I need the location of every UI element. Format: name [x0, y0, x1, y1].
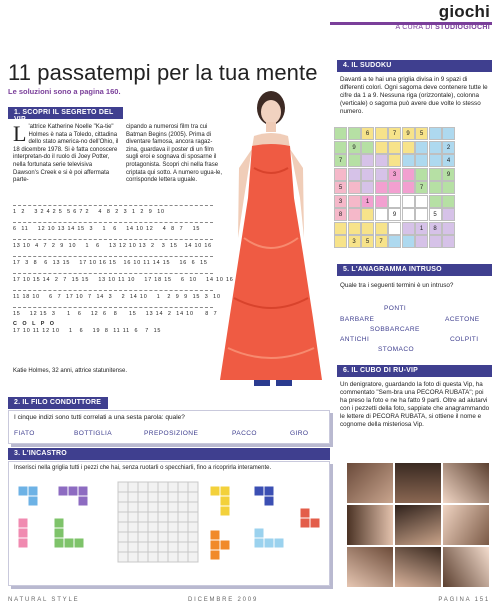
sudoku-cell[interactable] — [375, 154, 388, 167]
sudoku-cell[interactable] — [402, 235, 415, 248]
sudoku-cell[interactable] — [375, 222, 388, 235]
sudoku-cell[interactable] — [375, 127, 388, 140]
sudoku-cell[interactable] — [415, 154, 428, 167]
clue-word: PACCO — [232, 430, 257, 437]
sudoku-cell[interactable]: 4 — [442, 154, 455, 167]
sudoku-cell[interactable] — [361, 208, 374, 221]
sudoku-cell[interactable] — [415, 141, 428, 154]
anagram-word: PONTI — [384, 305, 407, 312]
sudoku-cell[interactable] — [388, 181, 401, 194]
sudoku-cell[interactable] — [348, 222, 361, 235]
actress-photo — [214, 88, 326, 390]
ruvip-cube — [346, 462, 490, 588]
sudoku-cell[interactable]: 5 — [429, 208, 442, 221]
answer-line — [13, 290, 213, 291]
sudoku-cell[interactable] — [402, 154, 415, 167]
sudoku-cell[interactable] — [429, 141, 442, 154]
sudoku-cell[interactable]: 9 — [402, 127, 415, 140]
anagram-word: STOMACO — [378, 346, 415, 353]
sudoku-cell[interactable] — [375, 141, 388, 154]
answer-line — [13, 239, 213, 240]
credit-prefix: A CURA DI — [395, 24, 433, 31]
sudoku-cell[interactable] — [415, 168, 428, 181]
sudoku-cell[interactable]: 1 — [361, 195, 374, 208]
cubo-heading: 6. IL CUBO DI RU-VIP — [337, 365, 492, 377]
sudoku-cell[interactable]: 3 — [388, 168, 401, 181]
vip-text-col1 — [13, 121, 119, 185]
sudoku-cell[interactable]: 9 — [442, 168, 455, 181]
filo-heading: 2. IL FILO CONDUTTORE — [8, 397, 108, 409]
sudoku-cell[interactable] — [442, 208, 455, 221]
cipher-row: 13 10 4 7 2 9 10 1 6 13 12 10 13 2 3 15 14 10 16 — [13, 243, 212, 249]
sudoku-text: Davanti a te hai una griglia divisa in 9 spazi di differenti colori. Ogni sagoma deve contenere tutte le cifre da 1 a 9. Nessuna riga (orizzontale), colonna (verticale) o sagoma può avere due volte lo stesso numero. — [340, 76, 488, 115]
sudoku-cell[interactable] — [334, 127, 347, 140]
footer — [0, 597, 500, 609]
incastro-text: Inserisci nella griglia tutti i pezzi che hai, senza ruotarli o specchiarli, fino a ricoprirla interamente. — [14, 465, 272, 471]
footer-date: DICEMBRE 2009 — [188, 597, 259, 603]
cipher-puzzle — [13, 205, 234, 334]
sudoku-cell[interactable] — [415, 195, 428, 208]
anagram-word: ANTICHI — [340, 336, 370, 343]
sudoku-cell[interactable] — [402, 195, 415, 208]
sudoku-cell[interactable] — [402, 141, 415, 154]
clue-word: BOTTIGLIA — [74, 430, 113, 437]
sudoku-cell[interactable]: 7 — [334, 154, 347, 167]
footer-page: PAGINA 151 — [438, 597, 490, 603]
photo-tile — [346, 546, 394, 588]
sudoku-cell[interactable]: 5 — [361, 235, 374, 248]
answer-line — [13, 273, 213, 274]
footer-magazine: NATURAL STYLE — [8, 597, 80, 603]
sudoku-cell[interactable] — [348, 154, 361, 167]
photo-tile — [346, 504, 394, 546]
sudoku-cell[interactable] — [429, 195, 442, 208]
sudoku-heading: 4. IL SUDOKU — [337, 60, 492, 72]
sudoku-cell[interactable] — [348, 208, 361, 221]
vip-heading: 1. SCOPRI IL SEGRETO DEL VIP — [8, 107, 123, 119]
photo-tile — [346, 462, 394, 504]
hint-word: C O L P O — [13, 321, 56, 327]
anagram-word: SOBBARCARE — [370, 326, 420, 333]
anagram-word: COLPITI — [450, 336, 479, 343]
sudoku-cell[interactable] — [442, 181, 455, 194]
sudoku-cell[interactable] — [402, 181, 415, 194]
anagramma-text: Quale tra i seguenti termini è un intruso? — [340, 282, 454, 289]
photo-tile — [394, 504, 442, 546]
photo-tile — [442, 504, 490, 546]
answer-line — [13, 307, 213, 308]
sudoku-cell[interactable] — [429, 181, 442, 194]
sudoku-cell[interactable] — [415, 208, 428, 221]
cipher-row: 1 2 3 2 4 2 5 5 6 7 2 4 8 2 3 1 2 9 10 — [13, 209, 165, 215]
sudoku-cell[interactable] — [334, 222, 347, 235]
sudoku-cell[interactable] — [442, 195, 455, 208]
answer-line — [13, 205, 213, 206]
sudoku-cell[interactable]: 9 — [388, 208, 401, 221]
sudoku-cell[interactable] — [361, 154, 374, 167]
photo-tile — [394, 462, 442, 504]
sudoku-cell[interactable]: 7 — [375, 235, 388, 248]
sudoku-cell[interactable] — [429, 154, 442, 167]
clue-word: FIATO — [14, 430, 35, 437]
sudoku-cell[interactable] — [442, 222, 455, 235]
sudoku-cell[interactable] — [348, 181, 361, 194]
sudoku-cell[interactable] — [388, 235, 401, 248]
sudoku-cell[interactable] — [429, 127, 442, 140]
cipher-row: 17 10 11 12 10 1 6 19 8 11 11 6 7 15 — [13, 328, 162, 334]
sudoku-cell[interactable] — [388, 141, 401, 154]
photo-tile — [442, 462, 490, 504]
sudoku-cell[interactable] — [402, 168, 415, 181]
answer-line — [13, 222, 213, 223]
sudoku-cell[interactable]: 3 — [348, 235, 361, 248]
sudoku-cell[interactable] — [334, 235, 347, 248]
cipher-row: 17 10 15 14 2 7 15 15 13 10 11 10 17 18 15 6 10 14 10 16 — [13, 277, 234, 283]
sudoku-cell[interactable] — [334, 141, 347, 154]
sudoku-cell[interactable] — [375, 208, 388, 221]
clue-word: GIRO — [290, 430, 309, 437]
sudoku-cell[interactable] — [361, 141, 374, 154]
sudoku-grid — [334, 127, 456, 249]
sudoku-cell[interactable]: 9 — [348, 141, 361, 154]
sudoku-cell[interactable] — [442, 235, 455, 248]
sudoku-cell[interactable] — [429, 235, 442, 248]
sudoku-cell[interactable] — [375, 181, 388, 194]
credit-line — [395, 24, 490, 31]
solutions-note: Le soluzioni sono a pagina 160. — [8, 87, 121, 96]
sudoku-cell[interactable]: 8 — [334, 208, 347, 221]
drop-cap: L — [13, 121, 27, 146]
sudoku-cell[interactable] — [348, 127, 361, 140]
sudoku-cell[interactable] — [442, 127, 455, 140]
sudoku-cell[interactable]: 8 — [429, 222, 442, 235]
anagramma-heading: 5. L'ANAGRAMMA INTRUSO — [337, 264, 492, 276]
anagram-word: BARBARE — [340, 316, 375, 323]
sudoku-cell[interactable] — [402, 222, 415, 235]
sudoku-cell[interactable]: 2 — [442, 141, 455, 154]
sudoku-cell[interactable] — [361, 181, 374, 194]
sudoku-cell[interactable] — [388, 222, 401, 235]
incastro-heading: 3. L'INCASTRO — [8, 448, 330, 460]
cipher-row: 17 3 8 6 13 15 17 10 16 15 16 10 11 14 15 16 6 15 — [13, 260, 208, 266]
clue-word: PREPOSIZIONE — [144, 430, 199, 437]
sudoku-cell[interactable] — [402, 208, 415, 221]
cipher-row: 15 12 15 3 1 6 12 6 8 15 13 14 2 14 10 8 7 — [13, 311, 218, 317]
sudoku-cell[interactable] — [388, 195, 401, 208]
sudoku-cell[interactable]: 6 — [361, 127, 374, 140]
sudoku-cell[interactable] — [429, 168, 442, 181]
vip-col1-text: 'attrice Katherine Noelle "Ka-tie" Holmes è nata a Toledo, cittadina dello stato america-no dell'Ohio, il 18 dicembre 1978. Si è fatta conoscere interpretan-do il ruolo di Joey Potter, nella fortunata serie televisiva Dawson's Creek e si è poi affermata parte- — [13, 124, 119, 184]
photo-caption: Katie Holmes, 32 anni, attrice statunitense. — [13, 368, 128, 374]
sudoku-cell[interactable] — [388, 154, 401, 167]
cipher-row: 11 18 10 6 7 17 10 7 14 3 2 14 10 1 2 9 9 15 3 10 — [13, 294, 221, 300]
sudoku-cell[interactable] — [348, 195, 361, 208]
sudoku-cell[interactable]: 5 — [415, 127, 428, 140]
sudoku-cell[interactable]: 1 — [415, 222, 428, 235]
sudoku-cell[interactable]: 7 — [415, 181, 428, 194]
sudoku-cell[interactable]: 5 — [334, 181, 347, 194]
credit-name: STUDIOGIOCHI — [435, 24, 490, 31]
page-title: 11 passatempi per la tua mente — [8, 60, 318, 85]
photo-tile — [394, 546, 442, 588]
answer-line — [13, 256, 213, 257]
section-title: giochi — [438, 2, 490, 21]
vip-text-col2: cipando a numerosi film tra cui Batman Begins (2005). Prima di diventare famosa, ancora ragaz-zina, guardava il poster di un film sugli eroi e sognava di sposarne il protagonista. Scopri chi nella frase criptata qui sotto. A numero ugua-le, corrisponde lettera uguale. — [126, 124, 223, 184]
sudoku-cell[interactable] — [361, 168, 374, 181]
sudoku-cell[interactable] — [415, 235, 428, 248]
photo-tile — [442, 546, 490, 588]
sudoku-cell[interactable]: 7 — [388, 127, 401, 140]
sudoku-cell[interactable] — [348, 168, 361, 181]
sudoku-cell[interactable]: 3 — [334, 195, 347, 208]
cubo-text: Un denigratore, guardando la foto di questa Vip, ha commentato "Sem-bra una PECORA RUBATA"; poi ha preso la foto e ne ha fatto 9 parti. Oltre ad aiutarvi con i pezzetti della foto, sappiate che anagrammando le lettere di PECORA RUBATA, si ottiene il nome e cognome della misteriosa Vip. — [340, 381, 490, 428]
sudoku-cell[interactable] — [334, 168, 347, 181]
cipher-row: 6 11 12 10 13 14 15 3 1 6 14 10 12 4 8 7 15 — [13, 226, 201, 232]
sudoku-cell[interactable] — [361, 222, 374, 235]
incastro-grid — [14, 478, 326, 582]
filo-text: I cinque indizi sono tutti correlati a una sesta parola: quale? — [14, 414, 185, 421]
sudoku-cell[interactable] — [375, 168, 388, 181]
sudoku-cell[interactable] — [375, 195, 388, 208]
anagram-word: ACETONE — [445, 316, 480, 323]
